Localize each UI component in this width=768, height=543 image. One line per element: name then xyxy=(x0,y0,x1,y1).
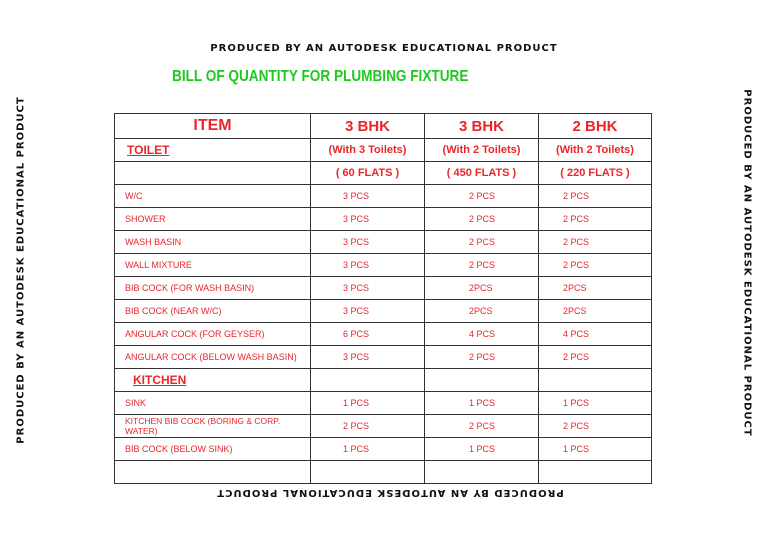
watermark-bottom: PRODUCED BY AN AUTODESK EDUCATIONAL PRODUCT xyxy=(216,487,564,498)
qty-col-1: 1 PCS xyxy=(311,438,425,461)
header-col-1-flats: ( 60 FLATS ) xyxy=(311,162,425,185)
header-col-2-toilets: (With 2 Toilets) xyxy=(425,139,539,162)
qty-col-1: 3 PCS xyxy=(311,185,425,208)
qty-col-3: 2PCS xyxy=(539,277,652,300)
boq-table xyxy=(114,113,652,484)
empty-cell xyxy=(311,461,425,484)
empty-cell xyxy=(425,369,539,392)
empty-cell xyxy=(115,162,311,185)
header-row-flats xyxy=(115,162,652,185)
item-name: WALL MIXTURE xyxy=(115,254,311,277)
qty-col-3: 2 PCS xyxy=(539,231,652,254)
empty-cell xyxy=(539,369,652,392)
qty-col-3: 2PCS xyxy=(539,300,652,323)
empty-cell xyxy=(425,461,539,484)
item-name: ANGULAR COCK (FOR GEYSER) xyxy=(115,323,311,346)
item-name: W/C xyxy=(115,185,311,208)
empty-cell xyxy=(115,461,311,484)
table-row xyxy=(115,323,652,346)
qty-col-1: 3 PCS xyxy=(311,277,425,300)
watermark-right: PRODUCED BY AN AUTODESK EDUCATIONAL PRODUCT xyxy=(741,89,753,437)
item-name: ANGULAR COCK (BELOW WASH BASIN) xyxy=(115,346,311,369)
table-row xyxy=(115,231,652,254)
qty-col-1: 3 PCS xyxy=(311,346,425,369)
qty-col-3: 2 PCS xyxy=(539,346,652,369)
qty-col-3: 2 PCS xyxy=(539,254,652,277)
table-row xyxy=(115,185,652,208)
qty-col-2: 2 PCS xyxy=(425,231,539,254)
header-col-2-type: 3 BHK xyxy=(425,114,539,139)
table-row xyxy=(115,254,652,277)
watermark-top: PRODUCED BY AN AUTODESK EDUCATIONAL PRODUCT xyxy=(210,43,558,54)
item-name: KITCHEN BIB COCK (BORING & CORP. WATER) xyxy=(115,415,311,438)
table-row xyxy=(115,300,652,323)
qty-col-1: 3 PCS xyxy=(311,231,425,254)
header-col-3-flats: ( 220 FLATS ) xyxy=(539,162,652,185)
page-title: BILL OF QUANTITY FOR PLUMBING FIXTURE xyxy=(172,68,469,85)
qty-col-1: 3 PCS xyxy=(311,254,425,277)
qty-col-3: 4 PCS xyxy=(539,323,652,346)
qty-col-2: 2 PCS xyxy=(425,415,539,438)
header-col-3-toilets: (With 2 Toilets) xyxy=(539,139,652,162)
qty-col-1: 3 PCS xyxy=(311,300,425,323)
table-row xyxy=(115,415,652,438)
qty-col-1: 2 PCS xyxy=(311,415,425,438)
table-row xyxy=(115,277,652,300)
qty-col-2: 2 PCS xyxy=(425,346,539,369)
qty-col-2: 2 PCS xyxy=(425,254,539,277)
item-name: BIB COCK (BELOW SINK) xyxy=(115,438,311,461)
table-row xyxy=(115,392,652,415)
qty-col-3: 2 PCS xyxy=(539,415,652,438)
header-row-type xyxy=(115,114,652,139)
header-item: ITEM xyxy=(115,114,311,139)
qty-col-2: 2 PCS xyxy=(425,185,539,208)
item-name: SINK xyxy=(115,392,311,415)
table-row xyxy=(115,346,652,369)
qty-col-2: 1 PCS xyxy=(425,438,539,461)
table-row xyxy=(115,438,652,461)
qty-col-3: 2 PCS xyxy=(539,208,652,231)
section-toilet: TOILET xyxy=(115,139,311,162)
header-row-toilets xyxy=(115,139,652,162)
qty-col-2: 2PCS xyxy=(425,300,539,323)
qty-col-3: 1 PCS xyxy=(539,438,652,461)
section-row-kitchen xyxy=(115,369,652,392)
item-name: SHOWER xyxy=(115,208,311,231)
header-col-1-toilets: (With 3 Toilets) xyxy=(311,139,425,162)
item-name: BIB COCK (FOR WASH BASIN) xyxy=(115,277,311,300)
qty-col-2: 2PCS xyxy=(425,277,539,300)
watermark-left: PRODUCED BY AN AUTODESK EDUCATIONAL PRODUCT xyxy=(15,96,27,444)
section-kitchen: KITCHEN xyxy=(115,369,311,392)
qty-col-2: 1 PCS xyxy=(425,392,539,415)
table-row-empty xyxy=(115,461,652,484)
item-name: WASH BASIN xyxy=(115,231,311,254)
qty-col-1: 1 PCS xyxy=(311,392,425,415)
qty-col-1: 6 PCS xyxy=(311,323,425,346)
qty-col-2: 2 PCS xyxy=(425,208,539,231)
empty-cell xyxy=(539,461,652,484)
header-col-1-type: 3 BHK xyxy=(311,114,425,139)
qty-col-1: 3 PCS xyxy=(311,208,425,231)
qty-col-3: 2 PCS xyxy=(539,185,652,208)
qty-col-3: 1 PCS xyxy=(539,392,652,415)
qty-col-2: 4 PCS xyxy=(425,323,539,346)
table-row xyxy=(115,208,652,231)
header-col-3-type: 2 BHK xyxy=(539,114,652,139)
header-col-2-flats: ( 450 FLATS ) xyxy=(425,162,539,185)
empty-cell xyxy=(311,369,425,392)
item-name: BIB COCK (NEAR W/C) xyxy=(115,300,311,323)
